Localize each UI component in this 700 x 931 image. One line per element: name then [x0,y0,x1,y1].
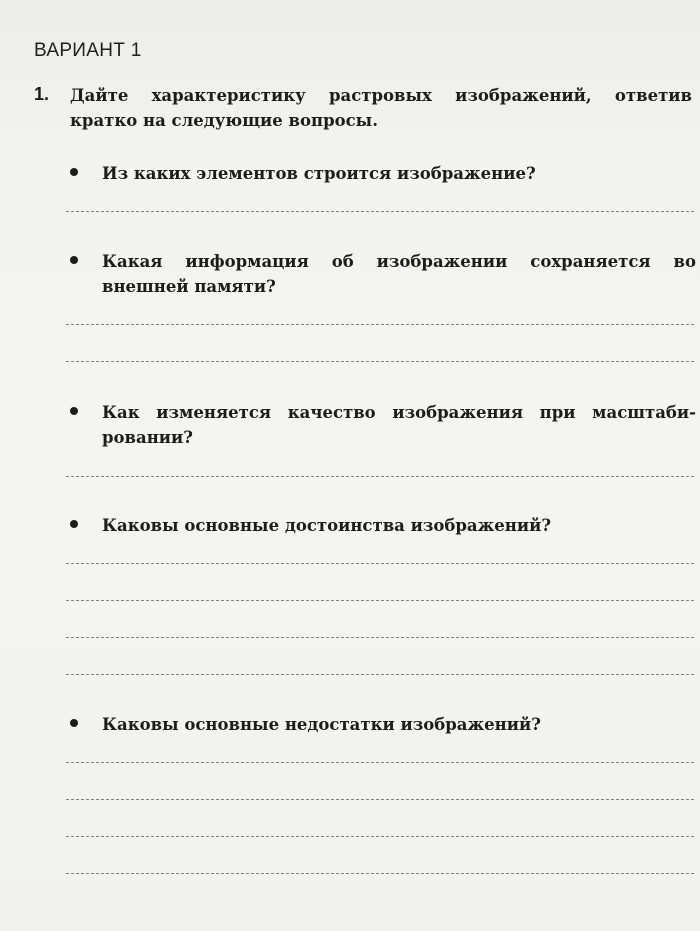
answer-line-4-1[interactable] [66,563,694,564]
answer-line-4-3[interactable] [66,637,694,638]
question-1-line-1: Из каких элементов строится изображение? [102,164,536,183]
bullet-icon [70,520,78,528]
bullet-icon [70,407,78,415]
answer-line-5-3[interactable] [66,836,694,837]
answer-line-5-4[interactable] [66,873,694,874]
answer-line-1-1[interactable] [66,211,694,212]
question-3-line-2: ровании? [102,428,193,447]
task-instruction-line-1: Дайте характеристику растровых изображений, ответив [70,86,692,105]
variant-heading: ВАРИАНТ 1 [34,40,142,61]
question-3-text [102,400,696,450]
question-5-line-1: Каковы основные недостатки изображений? [102,715,541,734]
answer-line-4-2[interactable] [66,600,694,601]
question-4-text [102,513,696,538]
bullet-icon [70,168,78,176]
answer-line-2-2[interactable] [66,361,694,362]
answer-line-3-1[interactable] [66,476,694,477]
bullet-icon [70,256,78,264]
answer-line-5-1[interactable] [66,762,694,763]
question-5-text [102,712,696,737]
answer-line-4-4[interactable] [66,674,694,675]
question-2-line-1: Какая информация об изображении сохраняется во [102,252,696,271]
task-number: 1. [34,84,50,104]
bullet-icon [70,719,78,727]
question-2-line-2: внешней памяти? [102,277,276,296]
question-1-text [102,161,696,186]
question-2-text [102,249,696,299]
question-3-line-1: Как изменяется качество изображения при масштаби- [102,403,696,422]
answer-line-5-2[interactable] [66,799,694,800]
task-instruction [70,83,700,133]
answer-line-2-1[interactable] [66,324,694,325]
question-4-line-1: Каковы основные достоинства изображений? [102,516,551,535]
task-instruction-line-2: кратко на следующие вопросы. [70,111,378,130]
